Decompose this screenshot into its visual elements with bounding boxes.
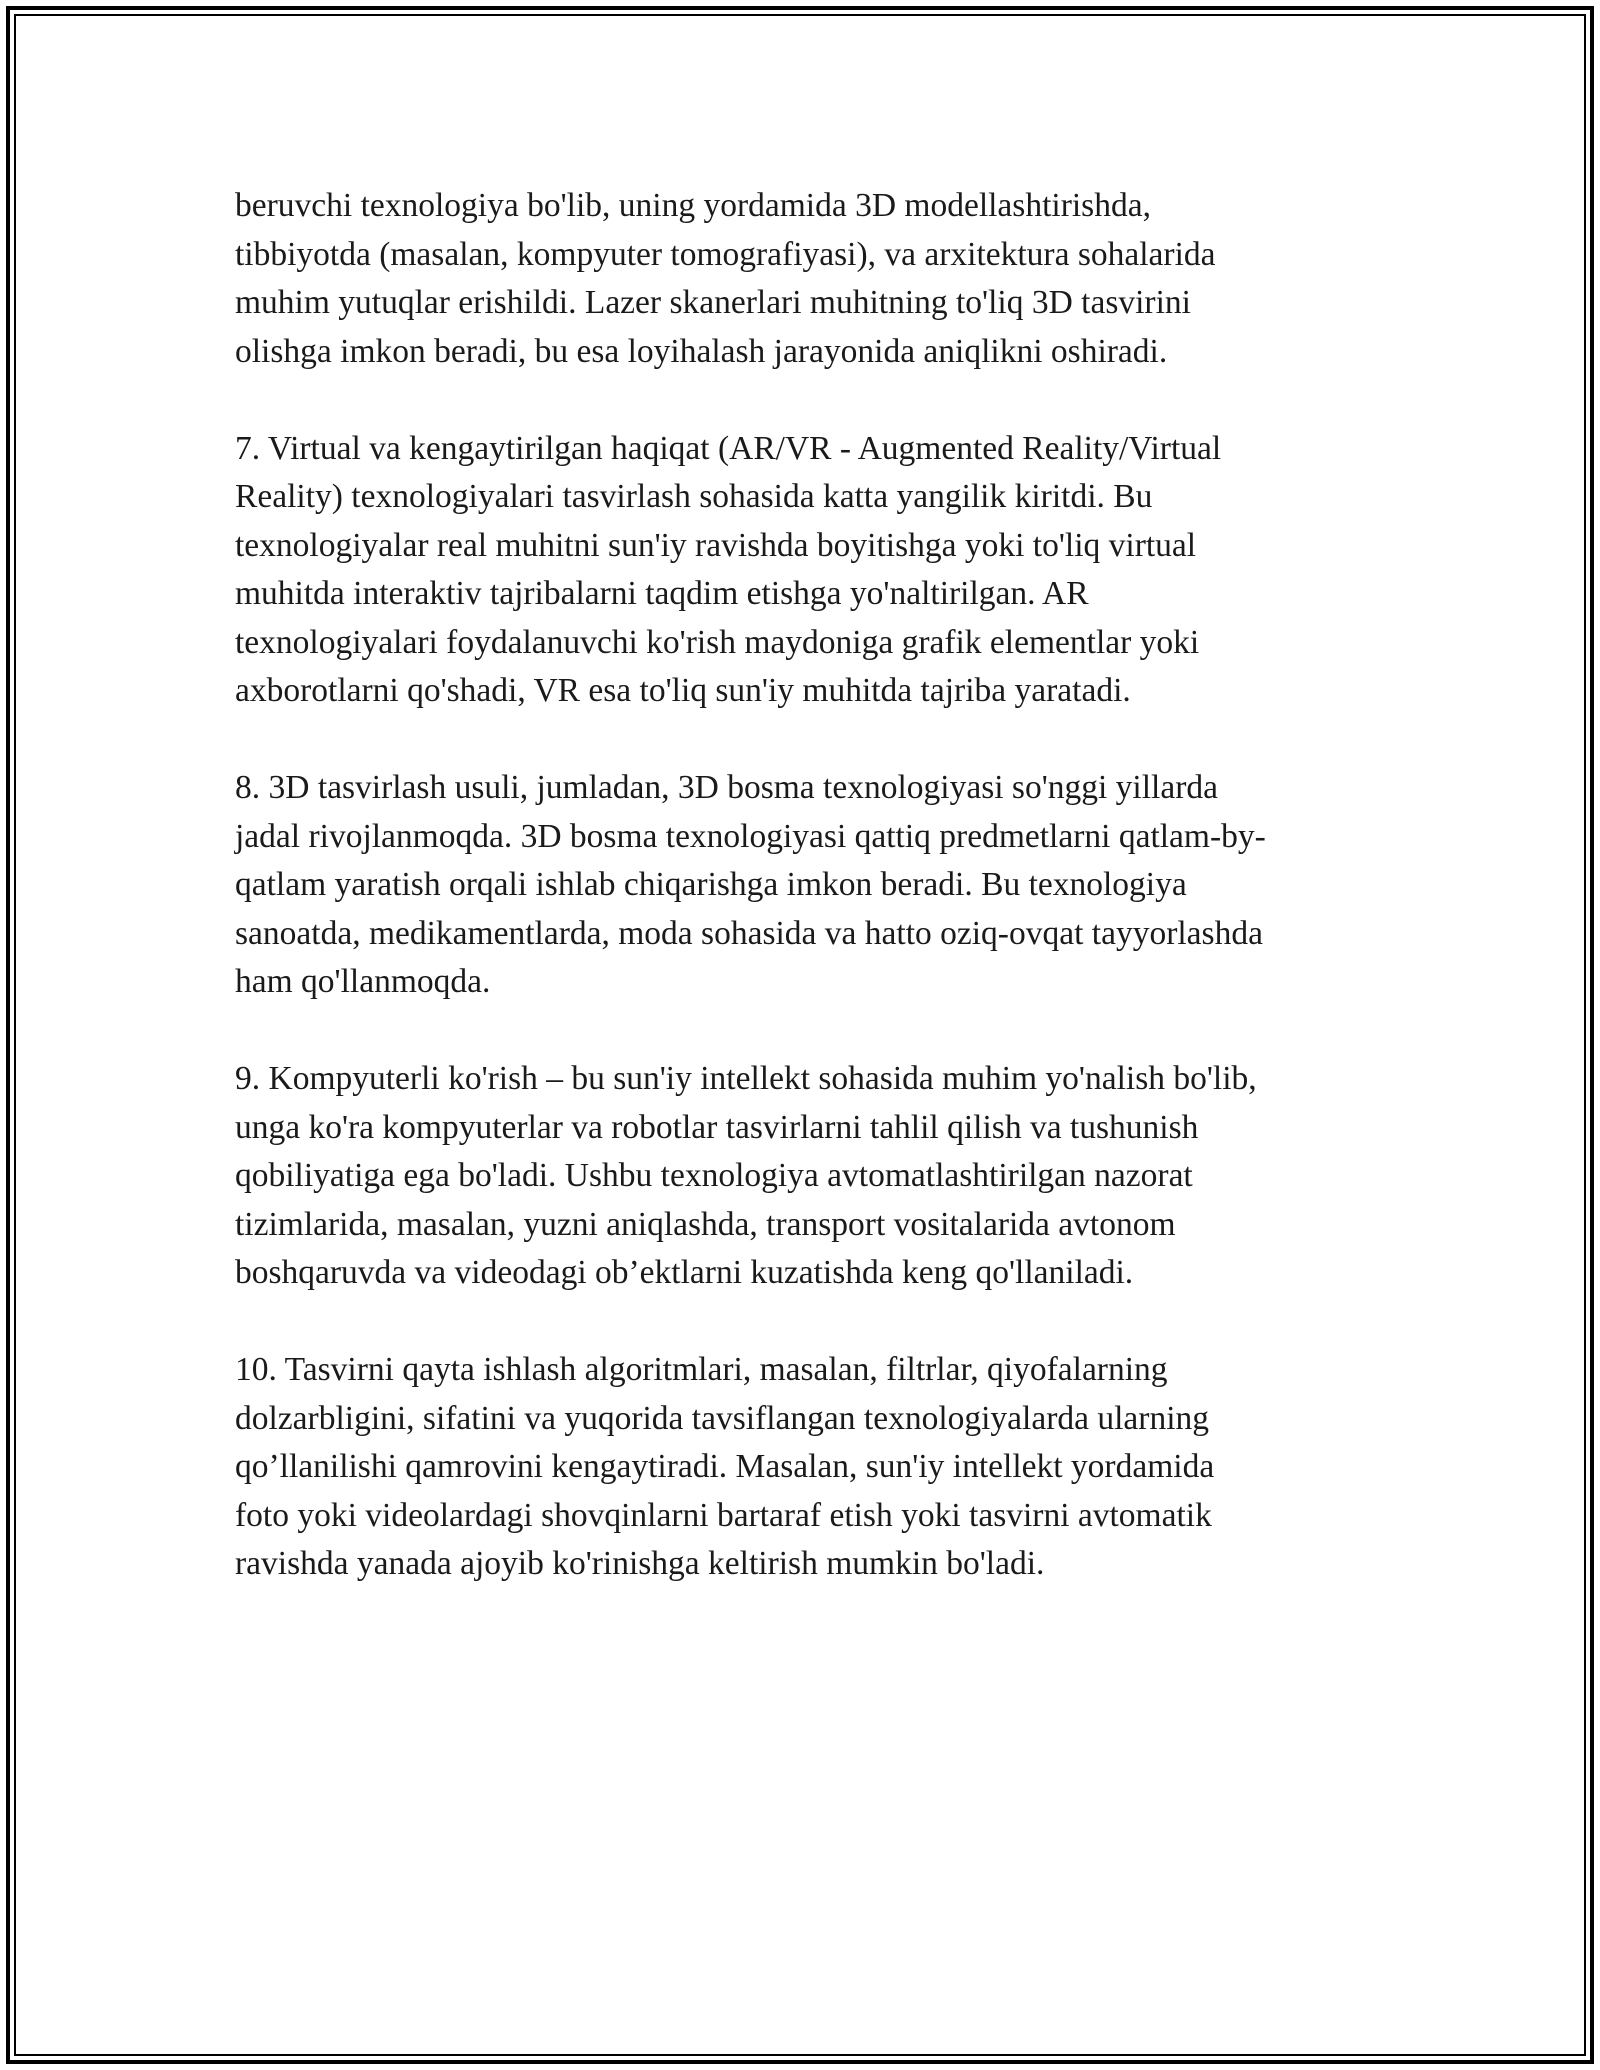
paragraph-10-image-processing: 10. Tasvirni qayta ishlash algoritmlari, masalan, filtrlar, qiyofalarning dolzarbligini, sifatini va yuqorida tavsiflangan texnologiyalarda ularning qo’llanilishi qamrovini kengaytiradi. Masalan, sun'iy intellekt yordamida foto yoki videolardagi shovqinlarni bartaraf etish yoki tasvirni avtomatik ravishda yanada ajoyib ko'rinishga keltirish mumkin bo'ladi. bbox=[235, 1351, 1215, 1582]
paragraph-7-ar-vr: 7. Virtual va kengaytirilgan haqiqat (AR/VR - Augmented Reality/Virtual Reality) texnologiyalari tasvirlash sohasida katta yangilik kiritdi. Bu texnologiyalar real muhitni sun'iy ravishda boyitishga yoki to'liq virtual muhitda interaktiv tajribalarni taqdim etishga yo'naltirilgan. AR texnologiyalari foydalanuvchi ko'rish maydoniga grafik elementlar yoki axborotlarni qo'shadi, VR esa to'liq sun'iy muhitda tajriba yaratadi. bbox=[235, 429, 1222, 709]
document-body bbox=[235, 182, 1385, 1637]
paragraph-8-3d-printing: 8. 3D tasvirlash usuli, jumladan, 3D bosma texnologiyasi so'nggi yillarda jadal rivojlanmoqda. 3D bosma texnologiyasi qattiq predmetlarni qatlam-by- qatlam yaratish orqali ishlab chiqarishga imkon beradi. Bu texnologiya sanoatda, medikamentlarda, moda sohasida va hatto oziq-ovqat tayyorlashda ham qo'llanmoqda. bbox=[235, 769, 1266, 1000]
paragraph-continuation: beruvchi texnologiya bo'lib, uning yordamida 3D modellashtirishda, tibbiyotda (masalan, kompyuter tomografiyasi), va arxitektura sohalarida muhim yutuqlar erishildi. Lazer skanerlari muhitning to'liq 3D tasvirini olishga imkon beradi, bu esa loyihalash jarayonida aniqlikni oshiradi. bbox=[235, 187, 1216, 370]
paragraph-9-computer-vision: 9. Kompyuterli ko'rish – bu sun'iy intellekt sohasida muhim yo'nalish bo'lib, unga ko'ra kompyuterlar va robotlar tasvirlarni tahlil qilish va tushunish qobiliyatiga ega bo'ladi. Ushbu texnologiya avtomatlashtirilgan nazorat tizimlarida, masalan, yuzni aniqlashda, transport vositalarida avtonom boshqaruvda va videodagi ob’ektlarni kuzatishda keng qo'llaniladi. bbox=[235, 1060, 1257, 1291]
